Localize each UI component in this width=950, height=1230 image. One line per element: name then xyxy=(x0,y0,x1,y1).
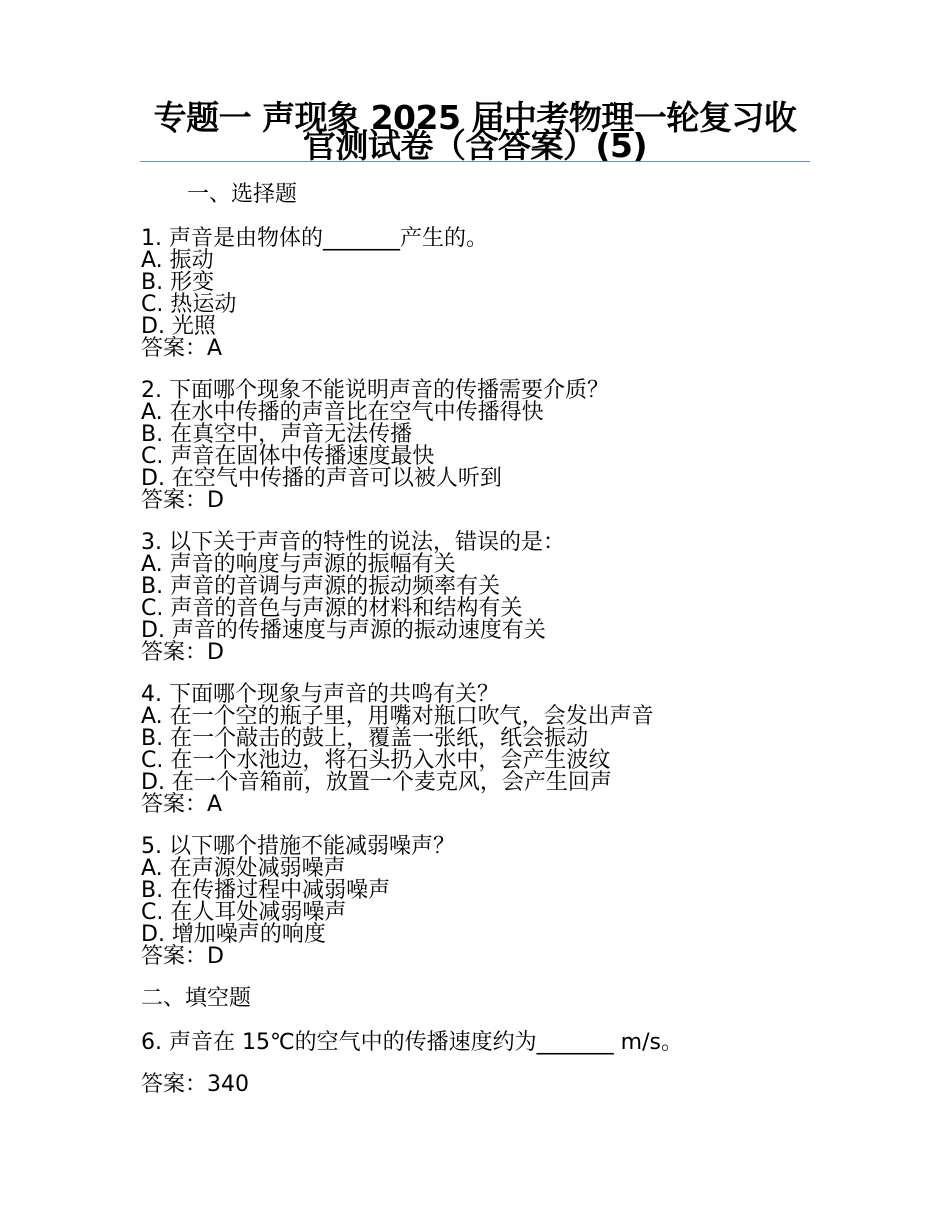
question-block xyxy=(141,380,821,512)
option: D. 在一个音箱前，放置一个麦克风，会产生回声 xyxy=(141,770,612,795)
option: C. 声音在固体中传播速度最快 xyxy=(141,444,435,469)
option: A. 在一个空的瓶子里，用嘴对瓶口吹气，会发出声音 xyxy=(141,704,654,729)
option: D. 在空气中传播的声音可以被人听到 xyxy=(141,466,502,491)
option: B. 在一个敲击的鼓上，覆盖一张纸，纸会振动 xyxy=(141,726,589,751)
option: D. 光照 xyxy=(141,314,216,339)
question-block xyxy=(141,532,821,664)
question-stem: 2. 下面哪个现象不能说明声音的传播需要介质？ xyxy=(141,378,609,403)
answer: 答案：D xyxy=(141,640,224,665)
option: B. 在真空中，声音无法传播 xyxy=(141,422,413,447)
document-title: 专题一 声现象 2025 届中考物理一轮复习收官测试卷（含答案）(5) xyxy=(153,98,797,165)
title-underline xyxy=(140,161,810,162)
option: A. 振动 xyxy=(141,248,214,273)
option: A. 在声源处减弱噪声 xyxy=(141,856,346,881)
option: B. 形变 xyxy=(141,270,215,295)
answer: 答案：A xyxy=(141,336,223,361)
question-stem: 1. 声音是由物体的_______产生的。 xyxy=(141,226,488,251)
option: A. 在水中传播的声音比在空气中传播得快 xyxy=(141,400,544,425)
question-stem: 3. 以下关于声音的特性的说法，错误的是： xyxy=(141,530,565,555)
question-stem: 5. 以下哪个措施不能减弱噪声？ xyxy=(141,834,455,859)
option: B. 在传播过程中减弱噪声 xyxy=(141,878,391,903)
answer: 答案：340 xyxy=(141,1072,249,1097)
answer: 答案：D xyxy=(141,944,224,969)
option: C. 声音的音色与声源的材料和结构有关 xyxy=(141,596,523,621)
option: D. 增加噪声的响度 xyxy=(141,922,326,947)
question-stem: 6. 声音在 15℃的空气中的传播速度约为_______ m/s。 xyxy=(141,1030,683,1055)
option: B. 声音的音调与声源的振动频率有关 xyxy=(141,574,501,599)
section-heading-fill: 二、填空题 xyxy=(141,986,252,1011)
option: C. 在一个水池边，将石头扔入水中，会产生波纹 xyxy=(141,748,611,773)
question-stem: 4. 下面哪个现象与声音的共鸣有关？ xyxy=(141,682,499,707)
question-block xyxy=(141,836,821,968)
option: D. 声音的传播速度与声源的振动速度有关 xyxy=(141,618,546,643)
section-heading-choice: 一、选择题 xyxy=(187,182,298,207)
option: C. 热运动 xyxy=(141,292,237,317)
answer: 答案：A xyxy=(141,792,223,817)
question-block xyxy=(141,228,821,360)
option: C. 在人耳处减弱噪声 xyxy=(141,900,347,925)
question-block xyxy=(141,684,821,816)
answer: 答案：D xyxy=(141,488,224,513)
option: A. 声音的响度与声源的振幅有关 xyxy=(141,552,456,577)
